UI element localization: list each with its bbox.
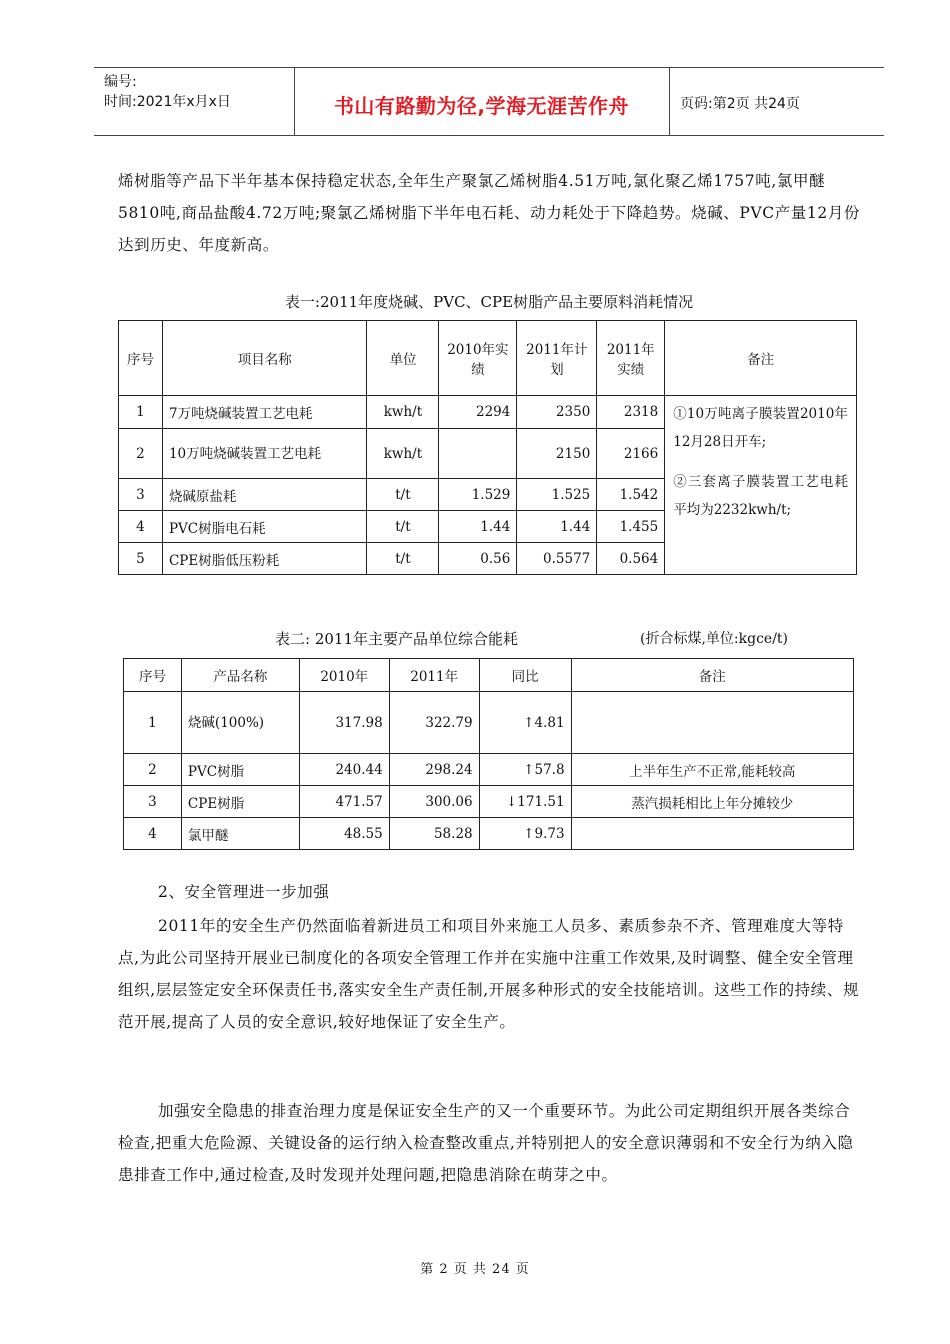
table1-cell-seq: 4 xyxy=(119,511,163,543)
table1-cell-item: 10万吨烧碱装置工艺电耗 xyxy=(162,429,367,479)
table1-header-item: 项目名称 xyxy=(162,321,367,396)
table1-cell-unit: kwh/t xyxy=(367,396,439,429)
table1-cell-actual2011: 1.542 xyxy=(597,479,665,511)
table1-cell-item: PVC树脂电石耗 xyxy=(162,511,367,543)
table-row xyxy=(119,396,857,429)
table2-cell-product: 氯甲醚 xyxy=(181,818,299,850)
table2-cell-seq: 4 xyxy=(124,818,182,850)
table2-cell-seq: 3 xyxy=(124,786,182,818)
table1-cell-actual2011: 0.564 xyxy=(597,543,665,575)
table1-cell-item: CPE树脂低压粉耗 xyxy=(162,543,367,575)
table1-cell-2010: 0.56 xyxy=(439,543,517,575)
table1-cell-actual2011: 2318 xyxy=(597,396,665,429)
table1 xyxy=(118,320,857,575)
table2-header-2011: 2011年 xyxy=(389,659,479,692)
table2-cell-product: CPE树脂 xyxy=(181,786,299,818)
table2-header-seq: 序号 xyxy=(124,659,182,692)
table1-caption: 表一:2011年度烧碱、PVC、CPE树脂产品主要原料消耗情况 xyxy=(284,293,694,311)
table2-cell-remarks: 蒸汽损耗相比上年分摊较少 xyxy=(571,786,853,818)
table1-header-unit: 单位 xyxy=(367,321,439,396)
header-page-label: 页码:第2页 共24页 xyxy=(680,96,800,112)
table2-note: (折合标煤,单位:kgce/t) xyxy=(640,631,789,647)
table1-cell-unit: t/t xyxy=(367,479,439,511)
table1-cell-seq: 5 xyxy=(119,543,163,575)
table1-cell-unit: t/t xyxy=(367,543,439,575)
header-meta xyxy=(104,72,231,112)
page-footer: 第 2 页 共 24 页 xyxy=(420,1262,530,1277)
table1-cell-2010 xyxy=(439,429,517,479)
table2-cell-2011: 322.79 xyxy=(389,692,479,754)
table2-cell-product: PVC树脂 xyxy=(181,754,299,786)
table2-header-yoy: 同比 xyxy=(479,659,571,692)
table1-cell-2010: 2294 xyxy=(439,396,517,429)
table2-cell-seq: 2 xyxy=(124,754,182,786)
table1-header-seq: 序号 xyxy=(119,321,163,396)
header-top-rule xyxy=(94,67,884,68)
table-row xyxy=(124,786,854,818)
table2-cell-remarks xyxy=(571,692,853,754)
section-heading: 2、安全管理进一步加强 xyxy=(158,883,330,901)
table2-cell-2010: 317.98 xyxy=(299,692,389,754)
paragraph-hazard-inspection: 加强安全隐患的排查治理力度是保证安全生产的又一个重要环节。为此公司定期组织开展各类综合检查,把重大危险源、关键设备的运行纳入检查整改重点,并特别把人的安全意识薄弱和不安全行为纳入隐患排查工作中,通过检查,及时发现并处理问题,把隐患消除在萌芽之中。 xyxy=(118,1102,854,1184)
table2-cell-2010: 240.44 xyxy=(299,754,389,786)
table1-cell-seq: 3 xyxy=(119,479,163,511)
header-motto: 书山有路勤为径,学海无涯苦作舟 xyxy=(333,94,630,118)
header-number-label: 编号: xyxy=(104,74,137,90)
table-row xyxy=(124,692,854,754)
table2 xyxy=(123,658,854,850)
table2-cell-yoy: ↑4.81 xyxy=(479,692,571,754)
table1-cell-seq: 1 xyxy=(119,396,163,429)
paragraph-safety-management: 2011年的安全生产仍然面临着新进员工和项目外来施工人员多、素质参杂不齐、管理难度大等特点,为此公司坚持开展业已制度化的各项安全管理工作并在实施中注重工作效果,及时调整、健全安全管理组织,层层签定安全环保责任书,落实安全生产责任制,开展多种形式的安全技能培训。这些工作的持续、规范开展,提高了人员的安全意识,较好地保证了安全生产。 xyxy=(118,917,860,1031)
table1-cell-plan2011: 2350 xyxy=(517,396,597,429)
table2-cell-remarks: 上半年生产不正常,能耗较高 xyxy=(571,754,853,786)
header-bottom-rule xyxy=(94,135,884,136)
table-row xyxy=(124,754,854,786)
table1-header-actual2011: 2011年实绩 xyxy=(597,321,665,396)
table1-cell-actual2011: 1.455 xyxy=(597,511,665,543)
table1-header-2010: 2010年实绩 xyxy=(439,321,517,396)
table1-remarks-cell xyxy=(665,396,857,575)
table2-caption: 表二: 2011年主要产品单位综合能耗 xyxy=(275,630,518,648)
table1-cell-seq: 2 xyxy=(119,429,163,479)
table1-header-plan2011: 2011年计划 xyxy=(517,321,597,396)
table2-cell-2011: 58.28 xyxy=(389,818,479,850)
table2-header-remarks: 备注 xyxy=(571,659,853,692)
table2-header-2010: 2010年 xyxy=(299,659,389,692)
table1-cell-unit: t/t xyxy=(367,511,439,543)
table2-cell-2010: 471.57 xyxy=(299,786,389,818)
table1-header-row xyxy=(119,321,857,396)
intro-paragraph: 烯树脂等产品下半年基本保持稳定状态,全年生产聚氯乙烯树脂4.51万吨,氯化聚乙烯1757吨,氯甲醚5810吨,商品盐酸4.72万吨;聚氯乙烯树脂下半年电石耗、动力耗处于下降趋势。烧碱、PVC产量12月份达到历史、年度新高。 xyxy=(118,172,861,254)
table2-header-row xyxy=(124,659,854,692)
table2-cell-remarks xyxy=(571,818,853,850)
table1-cell-plan2011: 2150 xyxy=(517,429,597,479)
table1-cell-item: 7万吨烧碱装置工艺电耗 xyxy=(162,396,367,429)
table2-cell-seq: 1 xyxy=(124,692,182,754)
table2-cell-2011: 300.06 xyxy=(389,786,479,818)
table2-header-product: 产品名称 xyxy=(181,659,299,692)
table2-cell-yoy: ↑9.73 xyxy=(479,818,571,850)
table1-cell-2010: 1.529 xyxy=(439,479,517,511)
table2-cell-product: 烧碱(100%) xyxy=(181,692,299,754)
header-divider-right xyxy=(669,67,670,136)
table1-cell-plan2011: 1.44 xyxy=(517,511,597,543)
table2-cell-2010: 48.55 xyxy=(299,818,389,850)
header-time-label: 时间:2021年x月x日 xyxy=(104,94,231,110)
table1-cell-2010: 1.44 xyxy=(439,511,517,543)
table2-cell-yoy: ↓171.51 xyxy=(479,786,571,818)
table1-cell-unit: kwh/t xyxy=(367,429,439,479)
table-row xyxy=(124,818,854,850)
table2-cell-yoy: ↑57.8 xyxy=(479,754,571,786)
table1-cell-actual2011: 2166 xyxy=(597,429,665,479)
table1-header-remarks: 备注 xyxy=(665,321,857,396)
table1-remark-2: ②三套离子膜装置工艺电耗平均为2232kwh/t; xyxy=(673,474,848,518)
table1-cell-plan2011: 0.5577 xyxy=(517,543,597,575)
table2-cell-2011: 298.24 xyxy=(389,754,479,786)
table1-remark-1: ①10万吨离子膜装置2010年12月28日开车; xyxy=(673,406,848,450)
table1-cell-plan2011: 1.525 xyxy=(517,479,597,511)
table1-cell-item: 烧碱原盐耗 xyxy=(162,479,367,511)
